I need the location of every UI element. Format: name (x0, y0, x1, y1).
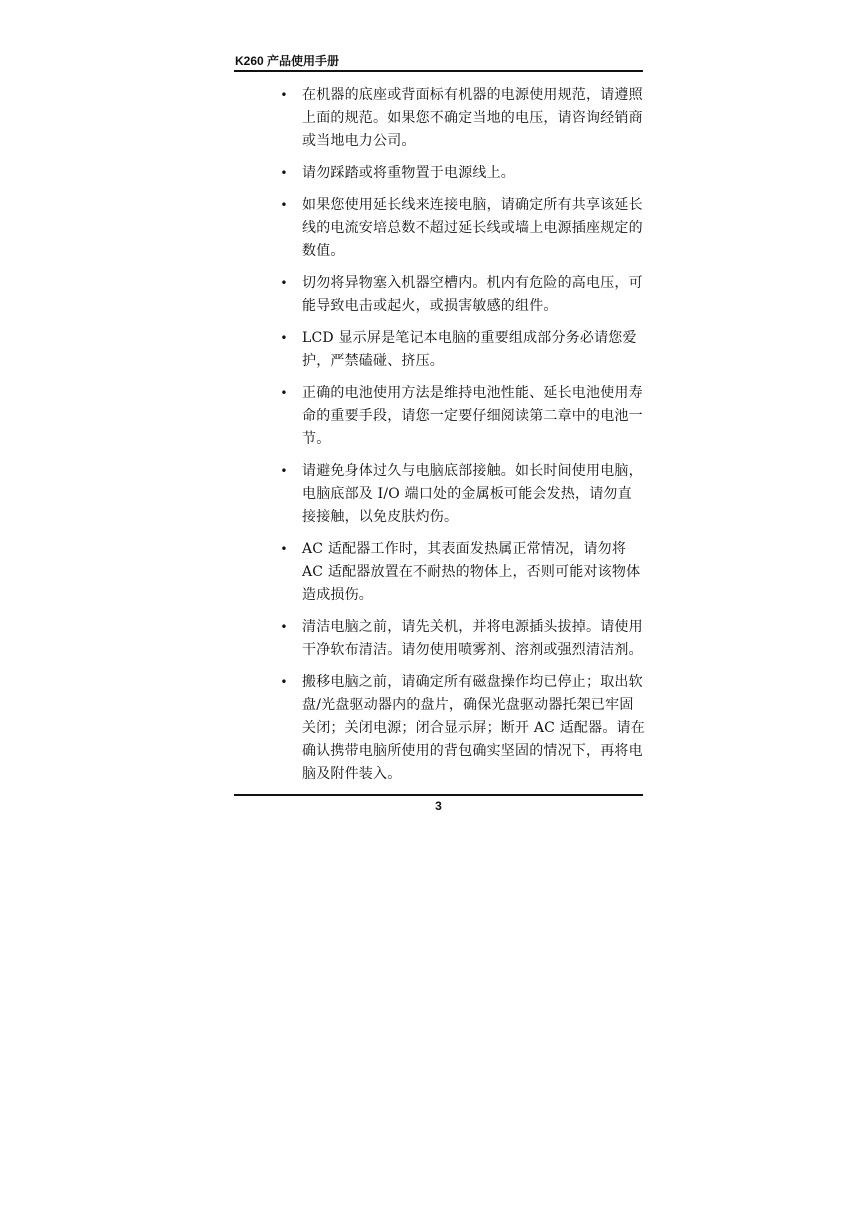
bullet-icon: • (280, 675, 288, 689)
list-item-text: 清洁电脑之前，请先关机，并将电源插头拔掉。请使用干净软布清洁。请勿使用喷雾剂、溶剂或强烈清洁剂。 (302, 619, 643, 658)
footer-divider (234, 794, 643, 796)
list-item-text: 请避免身体过久与电脑底部接触。如长时间使用电脑，电脑底部及 I/O 端口处的金属板可能会发热，请勿直接接触，以免皮肤灼伤。 (302, 463, 643, 525)
list-item (275, 194, 645, 263)
bullet-icon: • (280, 198, 288, 212)
list-item (275, 671, 645, 786)
list-item (275, 460, 645, 529)
list-item-text: 在机器的底座或背面标有机器的电源使用规范，请遵照上面的规范。如果您不确定当地的电压，请咨询经销商或当地电力公司。 (302, 87, 643, 149)
list-item-text: 搬移电脑之前，请确定所有磁盘操作均已停止；取出软盘/光盘驱动器内的盘片，确保光盘驱动器托架已牢固关闭；关闭电源；闭合显示屏；断开 AC 适配器。请在确认携带电脑所使用的背包确实坚固的情况下，再将电脑及附件装入。 (302, 674, 645, 782)
list-item-text: 正确的电池使用方法是维持电池性能、延长电池使用寿命的重要手段，请您一定要仔细阅读第二章中的电池一节。 (302, 385, 643, 447)
bullet-icon: • (280, 542, 288, 556)
list-item (275, 84, 645, 153)
list-item-text: 如果您使用延长线来连接电脑，请确定所有共享该延长线的电流安培总数不超过延长线或墙上电源插座规定的数值。 (302, 197, 643, 259)
list-item (275, 162, 645, 185)
page-number: 3 (435, 799, 442, 813)
header-divider (234, 70, 643, 72)
list-item (275, 272, 645, 318)
list-item-text: 请勿踩踏或将重物置于电源线上。 (302, 165, 515, 181)
list-item-text: 切勿将异物塞入机器空槽内。机内有危险的高电压，可能导致电击或起火，或损害敏感的组件。 (302, 275, 643, 314)
bullet-icon: • (280, 464, 288, 478)
bullet-icon: • (280, 386, 288, 400)
bullet-icon: • (280, 620, 288, 634)
bullet-icon: • (280, 88, 288, 102)
list-item (275, 382, 645, 451)
list-item (275, 538, 645, 607)
page-header-title: K260 产品使用手册 (235, 54, 340, 68)
safety-notice-list (275, 84, 645, 795)
list-item-text: AC 适配器工作时，其表面发热属正常情况，请勿将 AC 适配器放置在不耐热的物体上，否则可能对该物体造成损伤。 (302, 541, 641, 603)
bullet-icon: • (280, 276, 288, 290)
list-item (275, 616, 645, 662)
bullet-icon: • (280, 166, 288, 180)
bullet-icon: • (280, 331, 288, 345)
list-item (275, 327, 645, 373)
list-item-text: LCD 显示屏是笔记本电脑的重要组成部分务必请您爱护，严禁磕碰、挤压。 (302, 330, 637, 369)
